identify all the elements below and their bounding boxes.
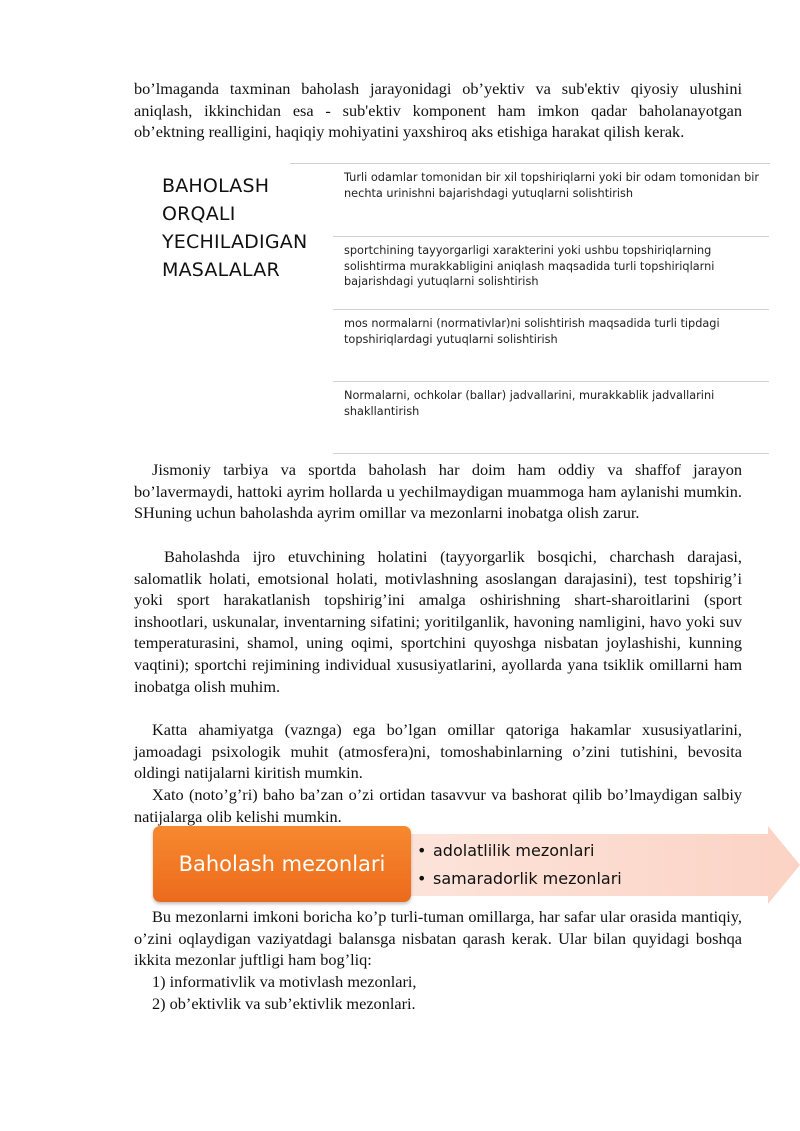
task-item: Turli odamlar tomonidan bir xil topshiriqlarni yoki bir odam tomonidan bir nechta urinishni bajarishdagi yutuqlarni solishtirish <box>333 164 769 237</box>
paragraph-xato-baho: Xato (noto’g’ri) baho ba’zan o’zi ortidan tasavvur va bashorat qilib bo’lmaydigan salbiy natijalarga olib kelishi mumkin. <box>134 785 742 826</box>
paragraph-mezonlar-balans: Bu mezonlarni imkoni boricha ko’p turli-tuman omillarga, har safar ular orasida mantiqiy, o’zini oqlaydigan vaziyatdagi balansga nisbatan qarash kerak. Ular bilan quyidagi boshqa ikkita mezonlar juftligi ham bog’liq: <box>134 907 742 970</box>
criteria-label-box: Baholash mezonlari <box>153 826 411 902</box>
criteria-list <box>417 837 622 893</box>
list-item-1: 1) informativlik va motivlash mezonlari, <box>152 972 417 991</box>
criteria-item: • samaradorlik mezonlari <box>417 865 622 893</box>
task-item: sportchining tayyorgarligi xarakterini yoki ushbu topshiriqlarning solishtirma murakkabligini aniqlash maqsadida turli topshiriqlarni bajarishdagi yutuqlarni solishtirish <box>333 237 769 310</box>
paragraph-ijro-holati: Baholashda ijro etuvchining holatini (tayyorgarlik bosqichi, charchash darajasi, salomatlik holati, emotsional holati, motivlashning asoslangan darajasini), test topshirig’i yoki sport harakatlanish topshirig’ini amalga oshirishning shart-sharoitlarini (sport inshootlari, uskunalar, inventarning sifatini; yoritilganlik, havoning namligini, havo yoki suv temperaturasini, shamol, uning oqimi, sportchini quyoshga nisbatan joylashishi, kunning vaqtini); sportchi rejimining individual xususiyatlarini, ayollarda yana tsiklik omillarni ham inobatga olish muhim. <box>134 547 742 696</box>
paragraph-baholash-shaffof: Jismoniy tarbiya va sportda baholash har doim ham oddiy va shaffof jarayon bo’lavermaydi, hattoki ayrim hollarda u yechilmaydigan muammoga ham aylanishi mumkin. SHuning uchun baholashda ayrim omillar va mezonlarni inobatga olish zarur. <box>134 460 742 523</box>
intro-paragraph: bo’lmaganda taxminan baholash jarayonidagi ob’yektiv va sub'ektiv qiyosiy ulushini aniqlash, ikkinchidan esa - sub'ektiv komponent ham imkon qadar baholanayotgan ob’ektning realligini, haqiqiy mohiyatini yaxshiroq aks etishiga harakat qilish kerak. <box>134 79 742 142</box>
criteria-item: • adolatlilik mezonlari <box>417 837 622 865</box>
task-item: mos normalarni (normativlar)ni solishtirish maqsadida turli tipdagi topshiriqlardagi yutuqlarni solishtirish <box>333 310 769 382</box>
task-item: Normalarni, ochkolar (ballar) jadvallarini, murakkablik jadvallarini shakllantirish <box>333 382 769 454</box>
diagram-title: BAHOLASH ORQALI YECHILADIGAN MASALALAR <box>162 175 308 281</box>
paragraph-omillar: Katta ahamiyatga (vaznga) ega bo’lgan omillar qatoriga hakamlar xususiyatlarini, jamoadagi psixologik muhit (atmosfera)ni, tomoshabinlarning o’zini tutishini, bevosita oldingi natijalarni kiritish mumkin. <box>134 720 742 783</box>
list-item-2: 2) ob’ektivlik va sub’ektivlik mezonlari. <box>152 994 416 1013</box>
